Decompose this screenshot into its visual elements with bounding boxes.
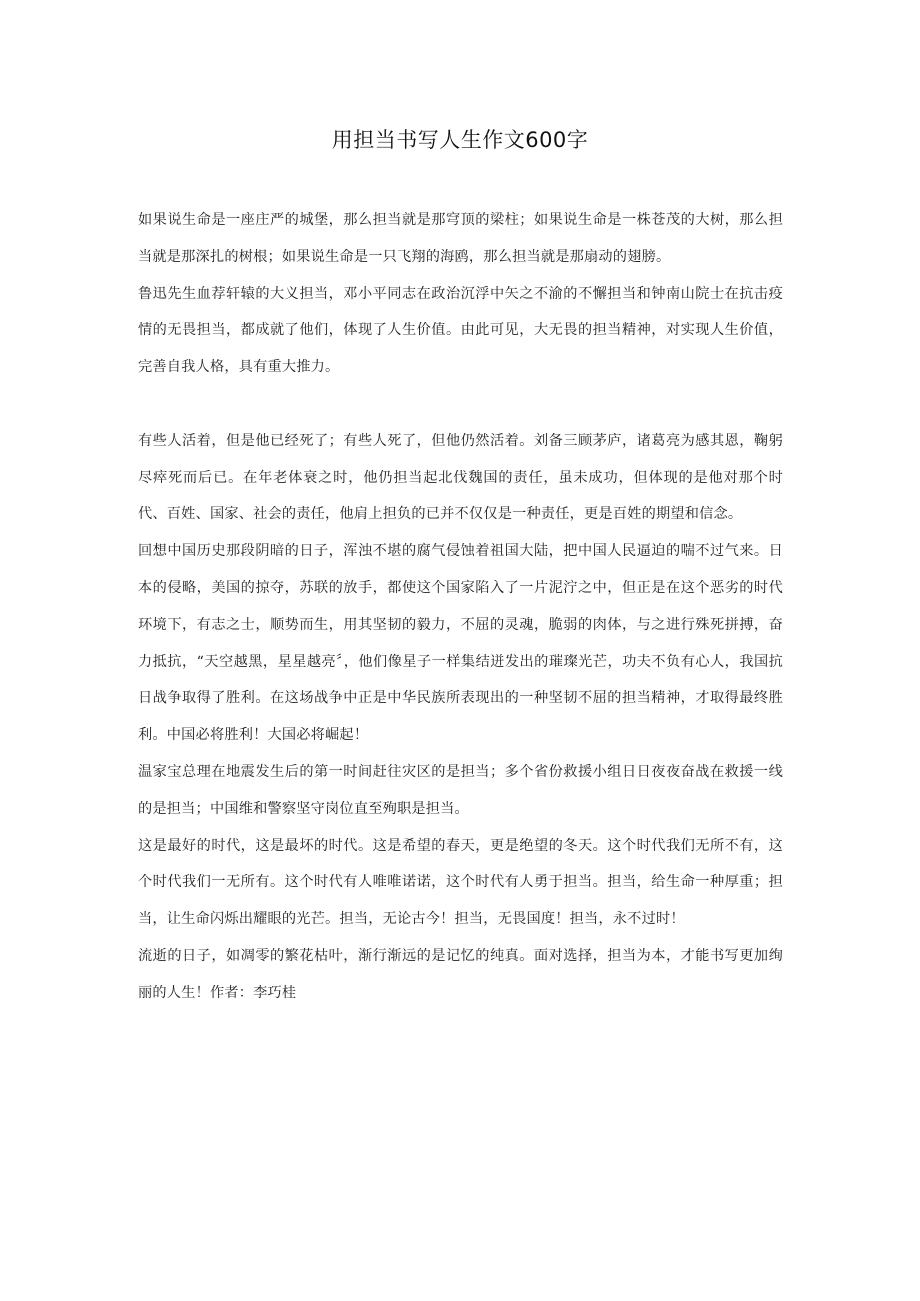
paragraph-1: 如果说生命是一座庄严的城堡，那么担当就是那穹顶的梁柱；如果说生命是一株苍茂的大树，那么担当就是那深扎的树根；如果说生命是一只飞翔的海鸥，那么担当就是那扇动的翅膀。 <box>138 212 783 265</box>
paragraph-6: 这是最好的时代，这是最坏的时代。这是希望的春天，更是绝望的冬天。这个时代我们无所不有，这个时代我们一无所有。这个时代有人唯唯诺诺，这个时代有人勇于担当。担当，给生命一种厚重；担当，让生命闪烁出耀眼的光芒。担当，无论古今！担当，无畏国度！担当，永不过时！ <box>138 837 783 928</box>
paragraph-4: 回想中国历史那段阴暗的日子，浑浊不堪的腐气侵蚀着祖国大陆，把中国人民逼迫的喘不过气来。日本的侵略，美国的掠夺，苏联的放手，都使这个国家陷入了一片泥泞之中，但正是在这个恶劣的时代环境下，有志之士，顺势而生，用其坚韧的毅力，不屈的灵魂，脆弱的肉体，与之进行殊死拼搏，奋力抵抗，“天空越黑，星星越亮〞，他们像星子一样集结迸发出的璀璨光芒，功夫不负有心人，我国抗日战争取得了胜利。在这场战争中正是中华民族所表现出的一种坚韧不屈的担当精神，才取得最终胜利。中国必将胜利！大国必将崛起！ <box>138 543 783 744</box>
paragraph-7: 流逝的日子，如凋零的繁花枯叶，渐行渐远的是记忆的纯真。面对选择，担当为本，才能书写更加绚丽的人生！作者：李巧桂 <box>138 947 783 1001</box>
paragraph-3: 有些人活着，但是他已经死了；有些人死了，但他仍然活着。刘备三顾茅庐，诸葛亮为感其恩，鞠躬尽瘁死而后已。在年老体衰之时，他仍担当起北伐魏国的责任，虽未成功，但体现的是他对那个时代、百姓、国家、社会的责任，他肩上担负的已并不仅仅是一种责任，更是百姓的期望和信念。 <box>138 432 783 523</box>
paragraph-spacer <box>138 386 783 423</box>
page-title: 用担当书写人生作文600字 <box>331 128 589 152</box>
document-body <box>138 202 783 1012</box>
paragraph-2: 鲁迅先生血荐轩辕的大义担当，邓小平同志在政治沉浮中矢之不渝的不懈担当和钟南山院士在抗击疫情的无畏担当，都成就了他们，体现了人生价值。由此可见，大无畏的担当精神，对实现人生价值，完善自我人格，具有重大推力。 <box>138 285 783 376</box>
paragraph-5: 温家宝总理在地震发生后的第一时间赶往灾区的是担当；多个省份救援小组日日夜夜奋战在救援一线的是担当；中国维和警察坚守岗位直至殉职是担当。 <box>138 763 783 817</box>
